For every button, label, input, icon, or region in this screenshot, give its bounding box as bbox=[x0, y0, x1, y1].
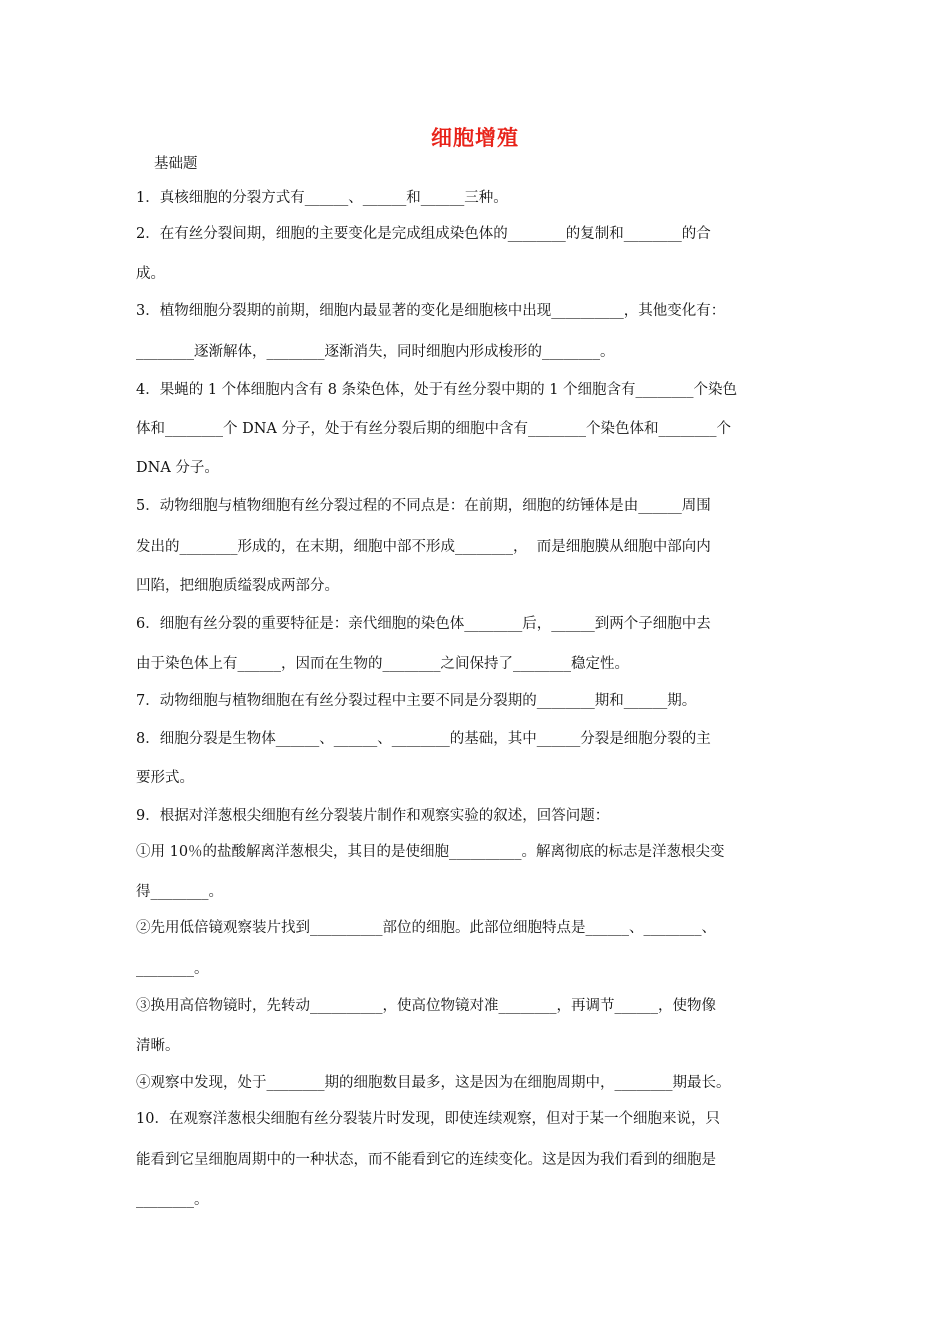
text-line: 体和________个 DNA 分子，处于有丝分裂后期的细胞中含有________个染色体和________个 bbox=[136, 421, 732, 437]
text-line: 7．动物细胞与植物细胞在有丝分裂过程中主要不同是分裂期的________期和______期。 bbox=[136, 693, 697, 709]
text-line: 发出的________形成的，在末期，细胞中部不形成________， 而是细胞膜从细胞中部向内 bbox=[136, 539, 711, 555]
text-line: 由于染色体上有______，因而在生物的________之间保持了________稳定性。 bbox=[136, 656, 629, 672]
text-line: 要形式。 bbox=[136, 770, 194, 786]
text-line: 能看到它呈细胞周期中的一种状态，而不能看到它的连续变化。这是因为我们看到的细胞是 bbox=[136, 1152, 716, 1168]
text-line: 5．动物细胞与植物细胞有丝分裂过程的不同点是：在前期，细胞的纺锤体是由______周围 bbox=[136, 498, 711, 514]
text-line: 清晰。 bbox=[136, 1038, 180, 1054]
text-line: 成。 bbox=[136, 266, 165, 282]
text-line: ③换用高倍物镜时，先转动__________，使高位物镜对准________，再调节______，使物像 bbox=[136, 998, 716, 1014]
text-line: DNA 分子。 bbox=[136, 460, 219, 476]
text-line: 4．果蝇的 1 个体细胞内含有 8 条染色体，处于有丝分裂中期的 1 个细胞含有________个染色 bbox=[136, 382, 738, 398]
text-line: 得________。 bbox=[136, 884, 223, 900]
text-line: ________逐渐解体，________逐渐消失，同时细胞内形成梭形的________。 bbox=[136, 344, 615, 360]
text-line: ①用 10％的盐酸解离洋葱根尖，其目的是使细胞__________。解离彻底的标志是洋葱根尖变 bbox=[136, 844, 725, 860]
text-line: 凹陷，把细胞质缢裂成两部分。 bbox=[136, 578, 339, 594]
text-line: 3．植物细胞分裂期的前期，细胞内最显著的变化是细胞核中出现__________，其他变化有： bbox=[136, 303, 726, 319]
text-line: 6．细胞有丝分裂的重要特征是：亲代细胞的染色体________后，______到两个子细胞中去 bbox=[136, 616, 711, 632]
text-line: 8．细胞分裂是生物体______、______、________的基础，其中______分裂是细胞分裂的主 bbox=[136, 731, 711, 747]
document-title: 细胞增殖 bbox=[431, 126, 519, 150]
text-line: 10．在观察洋葱根尖细胞有丝分裂装片时发现，即使连续观察，但对于某一个细胞来说，只 bbox=[136, 1111, 720, 1127]
section-heading: 基础题 bbox=[154, 156, 198, 172]
text-line: 2．在有丝分裂间期，细胞的主要变化是完成组成染色体的________的复制和________的合 bbox=[136, 226, 711, 242]
text-line: ________。 bbox=[136, 1192, 209, 1208]
text-line: ②先用低倍镜观察装片找到__________部位的细胞。此部位细胞特点是______、________、 bbox=[136, 920, 716, 936]
text-line: 1．真核细胞的分裂方式有______、______和______三种。 bbox=[136, 190, 508, 206]
text-line: 9．根据对洋葱根尖细胞有丝分裂装片制作和观察实验的叙述，回答问题： bbox=[136, 808, 610, 824]
text-line: ________。 bbox=[136, 961, 209, 977]
text-line: ④观察中发现，处于________期的细胞数目最多，这是因为在细胞周期中，________期最长。 bbox=[136, 1075, 731, 1091]
